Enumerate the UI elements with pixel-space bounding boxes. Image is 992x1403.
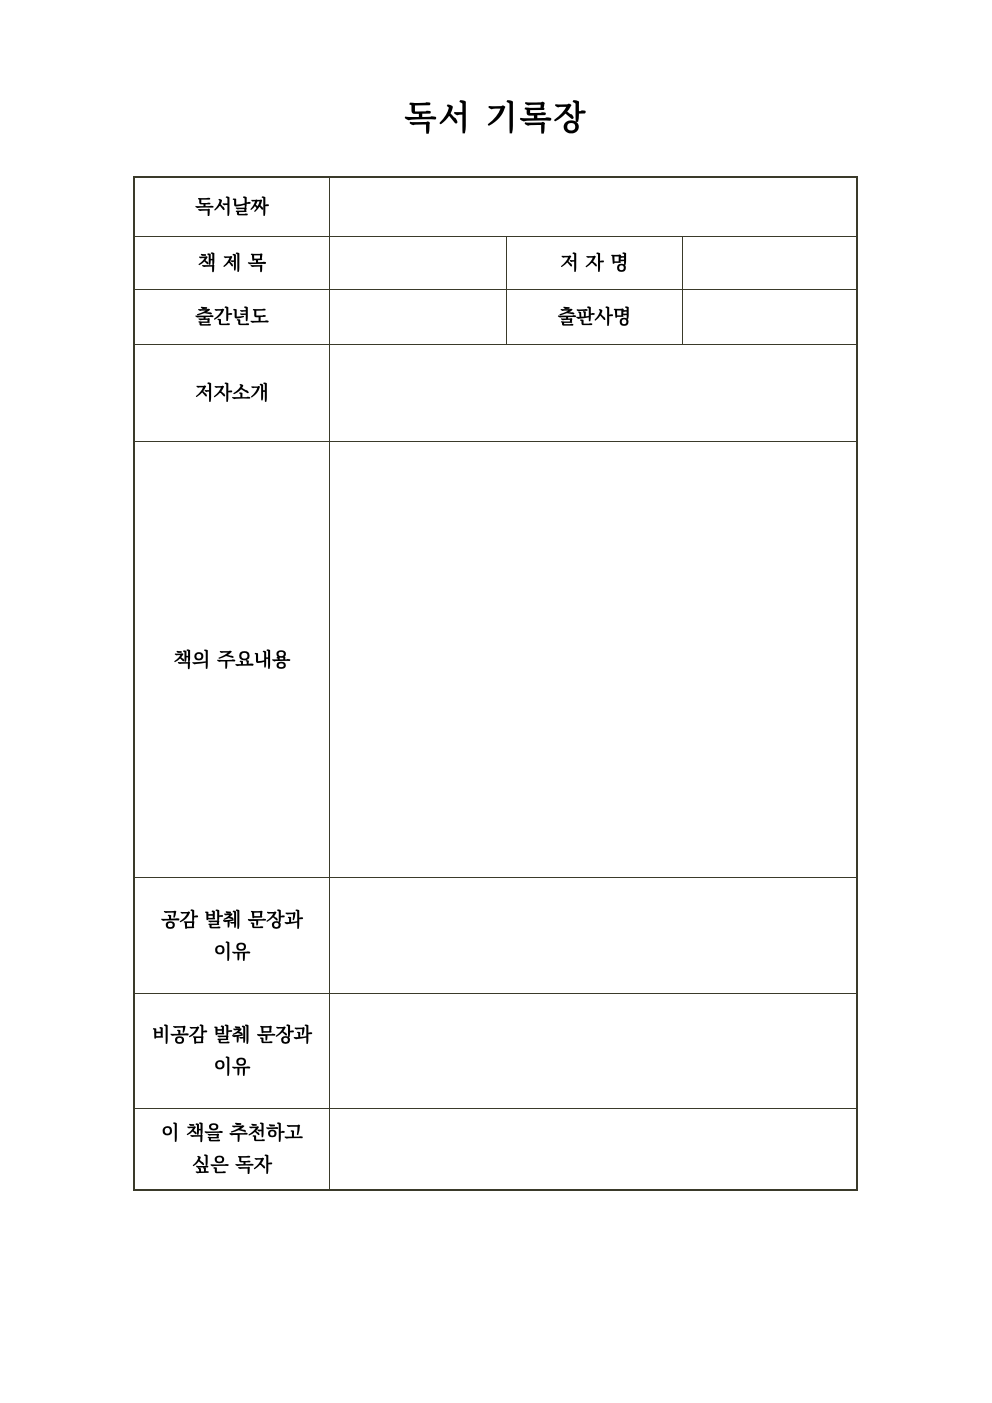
main-content-label-cell xyxy=(135,442,330,878)
recommend-reader-field[interactable] xyxy=(330,1109,856,1189)
disagree-quote-label-cell xyxy=(135,994,330,1109)
publication-year-label: 출간년도 xyxy=(195,306,269,328)
disagree-quote-label: 비공감 발췌 문장과 이유 xyxy=(151,1024,313,1078)
publisher-field[interactable] xyxy=(683,290,856,345)
author-intro-label-cell xyxy=(135,345,330,442)
main-content-label: 책의 주요내용 xyxy=(173,648,291,671)
reading-log-form xyxy=(133,176,858,1191)
publication-year-label-cell xyxy=(135,290,330,345)
recommend-reader-label: 이 책을 추천하고 싶은 독자 xyxy=(161,1122,303,1176)
author-name-label-cell xyxy=(507,237,683,290)
main-content-field[interactable] xyxy=(330,442,856,878)
author-name-field[interactable] xyxy=(683,237,856,290)
author-intro-field[interactable] xyxy=(330,345,856,442)
reading-date-label: 독서날짜 xyxy=(195,196,269,218)
publisher-label-cell xyxy=(507,290,683,345)
agree-quote-label-cell xyxy=(135,878,330,994)
recommend-reader-label-cell xyxy=(135,1109,330,1189)
reading-date-label-cell xyxy=(135,178,330,237)
author-intro-label: 저자소개 xyxy=(195,382,269,404)
agree-quote-label: 공감 발췌 문장과 이유 xyxy=(161,908,303,963)
page-title: 독서 기록장 xyxy=(404,98,588,137)
reading-date-field[interactable] xyxy=(330,178,856,237)
book-title-label-cell xyxy=(135,237,330,290)
book-title-label: 책 제 목 xyxy=(197,252,267,274)
agree-quote-field[interactable] xyxy=(330,878,856,994)
disagree-quote-field[interactable] xyxy=(330,994,856,1109)
publisher-label: 출판사명 xyxy=(557,306,632,328)
publication-year-field[interactable] xyxy=(330,290,507,345)
author-name-label: 저 자 명 xyxy=(560,252,629,274)
book-title-field[interactable] xyxy=(330,237,507,290)
